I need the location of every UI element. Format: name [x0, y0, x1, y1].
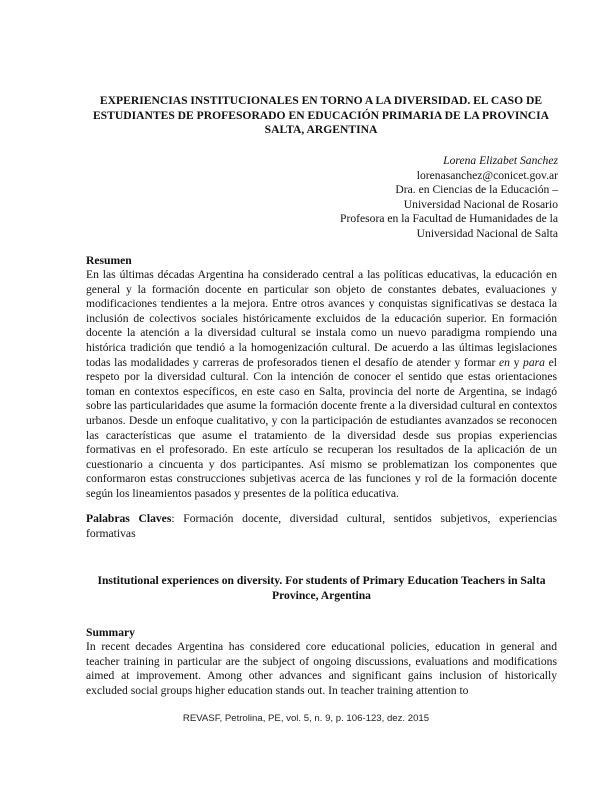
- keywords: [86, 512, 557, 541]
- author-email: lorenasanchez@conicet.gov.ar: [416, 168, 558, 182]
- author-position: Profesora en la Facultad de Humanidades de la: [340, 212, 558, 226]
- author-position-university: Universidad Nacional de Salta: [416, 226, 558, 240]
- abstract-text-part-1: En las últimas décadas Argentina ha considerado central a las políticas educativas, la educación en general y la formación docente en particular son objeto de constantes debates, evaluaciones y modificaciones tendientes a la mejora. Entre otros avances y conquistas significativas se destaca la inclusión de colectivos sociales históricamente excluidos de la educación superior. En formación docente la atención a la diversidad cultural se instala como un nuevo paradigma rompiendo una histórica tradición que tendió a la homogenización cultural. De acuerdo a las últimas legislaciones todas las modalidades y carreras de profesorados tienen el desafío de atender y formar: [86, 268, 557, 369]
- english-title: Institutional experiences on diversity. For students of Primary Education Teachers in Salta Province, Argentina: [97, 574, 546, 602]
- author-degree-university: Universidad Nacional de Rosario: [403, 197, 558, 211]
- page-footer: REVASF, Petrolina, PE, vol. 5, n. 9, p. 106-123, dez. 2015: [182, 713, 430, 724]
- author-name: Lorena Elizabet Sanchez: [443, 154, 558, 167]
- paper-title: EXPERIENCIAS INSTITUCIONALES EN TORNO A LA DIVERSIDAD. EL CASO DE ESTUDIANTES DE PROFESORADO EN EDUCACIÓN PRIMARIA DE LA PROVINCIA SALTA, ARGENTINA: [92, 94, 550, 137]
- keywords-text: : Formación docente, diversidad cultural, sentidos subjetivos, experiencias formativas: [86, 512, 557, 540]
- summary-heading: Summary: [86, 626, 135, 639]
- summary-text: In recent decades Argentina has considered core educational policies, education in general and teacher training in particular are the subject of ongoing discussions, evaluations and modifications aimed at improvement. Among other advances and significant gains inclusion of historically excluded social groups higher education stands out. In teacher training attention to: [86, 640, 557, 697]
- keywords-label: Palabras Claves: [86, 512, 172, 525]
- author-block: [258, 154, 558, 242]
- abstract-heading: Resumen: [86, 254, 132, 267]
- author-degree: Dra. en Ciencias de la Educación –: [395, 183, 558, 197]
- abstract-word-en: en: [498, 355, 510, 369]
- abstract-word-para: para: [523, 355, 545, 369]
- abstract-text-part-2: el respeto por la diversidad cultural. Con la intención de conocer el sentido que estas orientaciones toman en contextos específicos, en este caso en Salta, provincia del norte de Argentina, se indagó sobre las particularidades que asume la formación docente frente a la diversidad cultural en contextos urbanos. Desde un enfoque cualitativo, y con la participación de estudiantes avanzados se reconocen las características que asume el tratamiento de la diversidad desde sus propias experiencias formativas en el profesorado. En este artículo se recuperan los resultados de la aplicación de un cuestionario a cincuenta y dos participantes. Así mismo se problematizan los componentes que conformaron estas construcciones subjetivas acerca de las funciones y rol de la formación docente según los lineamientos pasados y presentes de la política educativa.: [86, 355, 557, 500]
- abstract-word-y: y: [513, 355, 520, 369]
- abstract-text: [86, 268, 557, 502]
